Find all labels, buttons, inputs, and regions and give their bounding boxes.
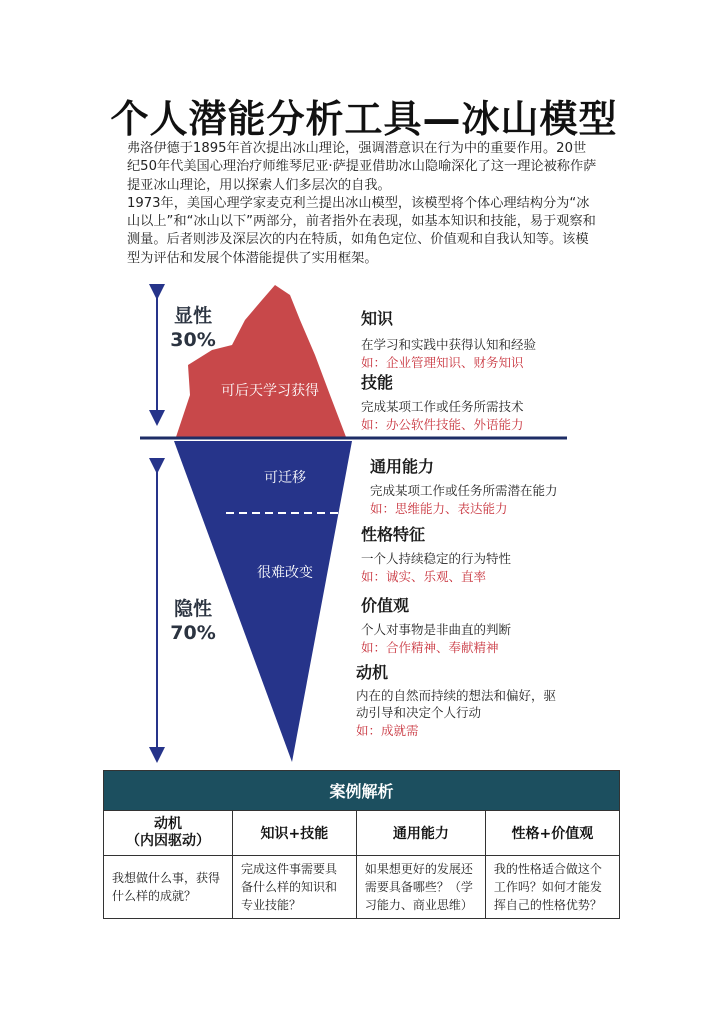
trait-skill: 技能 完成某项工作或任务所需技术 如：办公软件技能、外语能力 — [361, 373, 524, 432]
trait-personality: 性格特征 一个人持续稳定的行为特性 如：诚实、乐观、直率 — [361, 525, 512, 584]
implicit-label: 隐性 70% — [170, 598, 216, 644]
case-analysis-table — [103, 770, 620, 919]
table-row: 我想做什么事，获得什么样的成就？ 完成这件事需要具备什么样的知识和专业技能？ 如果想更好的发展还需要具备哪些？（学习能力、商业思维） 我的性格适合做这个工作吗？如何才能发挥自己的性格优势？ — [104, 856, 620, 919]
hard-to-change-text: 很难改变 — [257, 565, 313, 581]
table-title: 案例解析 — [104, 771, 620, 811]
intro-paragraph: 弗洛伊德于1895年首次提出冰山理论，强调潜意识在行为中的重要作用。20世纪50年代美国心理治疗师维琴尼亚·萨提亚借助冰山隐喻深化了这一理论被称作萨提亚冰山理论，用以探索人们多层次的自我。 — [127, 141, 597, 193]
explicit-inner-text: 可后天学习获得 — [221, 383, 319, 399]
transferable-text: 可迁移 — [264, 470, 306, 486]
intro-paragraph: 1973年，美国心理学家麦克利兰提出冰山模型，该模型将个体心理结构分为“冰山以上”和“冰山以下”两部分，前者指外在表现，如基本知识和技能，易于观察和测量。后者则涉及深层次的内在特质，如角色定位、价值观和自我认知等。该模型为评估和发展个体潜能提供了实用框架。 — [127, 195, 596, 266]
explicit-label: 显性 30% — [170, 305, 216, 351]
trait-motivation: 动机 内在的自然而持续的想法和偏好，驱动引导和决定个人行动 如：成就需 — [356, 663, 557, 738]
page-title: 个人潜能分析工具—冰山模型 — [110, 97, 618, 141]
trait-knowledge: 知识 在学习和实践中获得认知和经验 如：企业管理知识、财务知识 — [361, 309, 537, 370]
trait-values: 价值观 个人对事物是非曲直的判断 如：合作精神、奉献精神 — [361, 596, 512, 655]
table-header-row: 动机 （内因驱动） 知识+技能 通用能力 性格+价值观 — [104, 811, 620, 856]
trait-general-ability: 通用能力 完成某项工作或任务所需潜在能力 如：思维能力、表达能力 — [370, 457, 558, 516]
